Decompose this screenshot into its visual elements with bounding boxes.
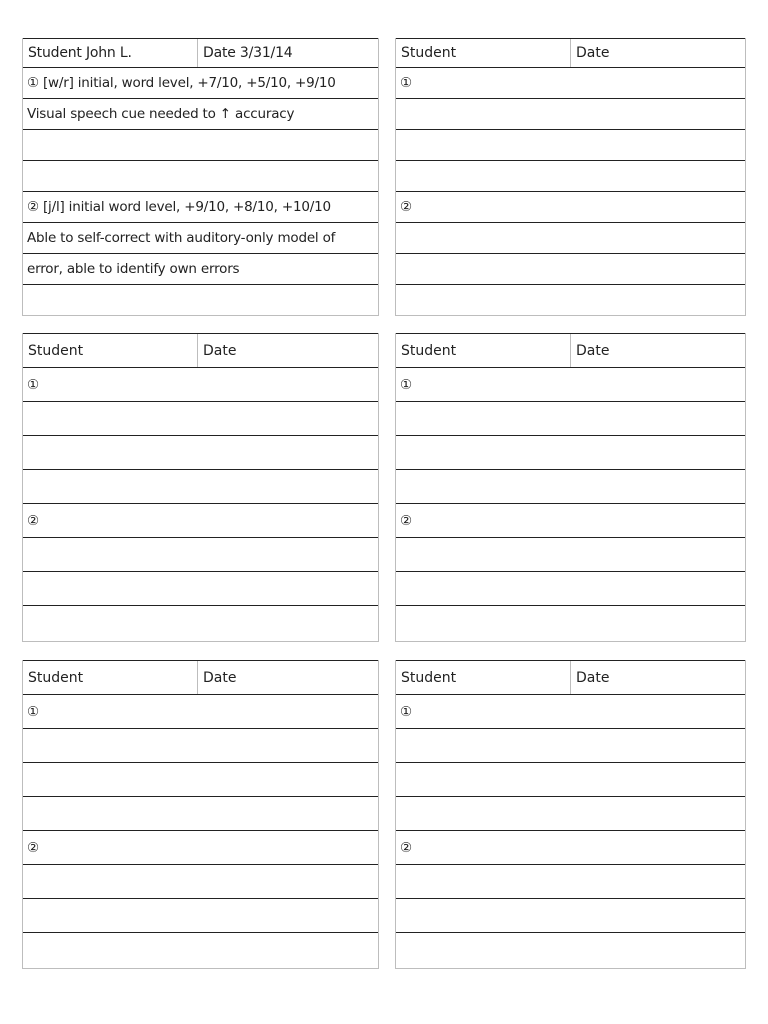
note-line[interactable] <box>396 537 745 571</box>
note-card <box>395 333 746 642</box>
note-line[interactable] <box>23 503 378 537</box>
note-card <box>395 660 746 969</box>
note-card <box>22 660 379 969</box>
note-line[interactable] <box>396 694 745 728</box>
note-line-text <box>399 254 745 284</box>
note-line[interactable] <box>396 469 745 503</box>
card-header <box>396 38 745 68</box>
note-line[interactable] <box>396 253 745 284</box>
note-line-text <box>26 606 378 641</box>
note-line-text: Visual speech cue needed to ↑ accuracy <box>27 106 295 122</box>
note-line[interactable] <box>396 830 745 864</box>
note-line-text <box>26 729 378 762</box>
note-line[interactable] <box>23 253 378 284</box>
date-field[interactable]: Date <box>198 334 378 368</box>
student-field[interactable]: Student <box>396 661 571 695</box>
note-line-text: ② <box>400 512 413 529</box>
note-line-text: ① [w/r] initial, word level, +7/10, +5/10, +9/10 <box>27 75 336 91</box>
note-line[interactable] <box>23 728 378 762</box>
note-line[interactable] <box>396 864 745 898</box>
note-line[interactable] <box>396 222 745 253</box>
note-line[interactable] <box>396 605 745 641</box>
note-line-text <box>399 797 745 830</box>
note-line-text <box>399 99 745 129</box>
note-line[interactable] <box>23 796 378 830</box>
note-line[interactable] <box>396 367 745 401</box>
note-line[interactable] <box>23 160 378 191</box>
note-line[interactable] <box>23 898 378 932</box>
note-line-text <box>399 436 745 469</box>
note-line[interactable] <box>23 129 378 160</box>
note-line-text <box>26 402 378 435</box>
note-line[interactable] <box>23 932 378 968</box>
note-line-text: error, able to identify own errors <box>27 261 240 277</box>
note-line[interactable] <box>23 284 378 315</box>
note-line-text: ① <box>27 376 40 393</box>
note-line-text: ① <box>400 376 413 393</box>
student-field[interactable]: Student <box>23 334 198 368</box>
date-field[interactable]: Date <box>571 661 745 695</box>
note-line[interactable] <box>396 98 745 129</box>
note-line-text: ① <box>400 75 413 91</box>
note-line[interactable] <box>23 191 378 222</box>
note-card <box>395 38 746 316</box>
note-line[interactable] <box>396 160 745 191</box>
note-line[interactable] <box>396 284 745 315</box>
student-field[interactable]: Student John L. <box>23 39 198 68</box>
note-line-text <box>399 161 745 191</box>
student-field[interactable]: Student <box>396 334 571 368</box>
note-line[interactable] <box>396 571 745 605</box>
note-line[interactable] <box>23 762 378 796</box>
card-header <box>23 333 378 368</box>
note-line-text <box>26 933 378 968</box>
note-line[interactable] <box>23 401 378 435</box>
note-line-text <box>399 402 745 435</box>
note-line[interactable] <box>396 129 745 160</box>
note-line-text <box>399 865 745 898</box>
note-line[interactable] <box>396 67 745 98</box>
note-line[interactable] <box>396 728 745 762</box>
note-line-text <box>399 606 745 641</box>
note-line-text <box>26 130 378 160</box>
card-header <box>23 38 378 68</box>
note-card <box>22 333 379 642</box>
note-line-text: ② [j/l] initial word level, +9/10, +8/10, +10/10 <box>27 199 331 215</box>
note-line[interactable] <box>23 830 378 864</box>
note-line[interactable] <box>23 435 378 469</box>
note-line-text <box>26 436 378 469</box>
note-line-text: ② <box>27 839 40 856</box>
card-header <box>396 333 745 368</box>
note-line-text: ② <box>27 512 40 529</box>
note-line[interactable] <box>396 762 745 796</box>
card-header <box>23 660 378 695</box>
note-line-text <box>26 538 378 571</box>
student-field[interactable]: Student <box>23 661 198 695</box>
card-header <box>396 660 745 695</box>
note-line[interactable] <box>23 67 378 98</box>
note-line[interactable] <box>23 98 378 129</box>
note-line[interactable] <box>23 367 378 401</box>
note-line[interactable] <box>396 191 745 222</box>
note-line-text <box>26 797 378 830</box>
note-line[interactable] <box>396 932 745 968</box>
note-line-text <box>399 130 745 160</box>
date-field[interactable]: Date 3/31/14 <box>198 39 378 68</box>
note-line-text <box>399 470 745 503</box>
note-line-text <box>26 865 378 898</box>
note-line-text: Able to self-correct with auditory-only model of <box>27 230 336 246</box>
note-line[interactable] <box>396 796 745 830</box>
note-line[interactable] <box>23 537 378 571</box>
note-line-text <box>399 538 745 571</box>
note-line-text <box>399 285 745 315</box>
student-field[interactable]: Student <box>396 39 571 68</box>
note-line[interactable] <box>396 401 745 435</box>
note-line[interactable] <box>23 571 378 605</box>
note-line-text <box>399 933 745 968</box>
note-line-text <box>26 899 378 932</box>
note-line-text <box>26 161 378 191</box>
date-field[interactable]: Date <box>571 39 745 68</box>
note-line-text <box>26 763 378 796</box>
note-line-text <box>26 285 378 315</box>
note-line[interactable] <box>23 469 378 503</box>
note-line-text <box>399 729 745 762</box>
note-line-text: ① <box>400 703 413 720</box>
note-line[interactable] <box>396 503 745 537</box>
note-line[interactable] <box>396 898 745 932</box>
note-line-text <box>399 899 745 932</box>
note-line-text <box>26 572 378 605</box>
note-line-text <box>399 763 745 796</box>
note-line-text <box>399 223 745 253</box>
note-card <box>22 38 379 316</box>
note-line-text: ② <box>400 199 413 215</box>
note-line-text <box>26 470 378 503</box>
note-line[interactable] <box>396 435 745 469</box>
note-line[interactable] <box>23 605 378 641</box>
note-line[interactable] <box>23 694 378 728</box>
note-line[interactable] <box>23 864 378 898</box>
note-line-text: ① <box>27 703 40 720</box>
note-line-text: ② <box>400 839 413 856</box>
date-field[interactable]: Date <box>198 661 378 695</box>
date-field[interactable]: Date <box>571 334 745 368</box>
note-line[interactable] <box>23 222 378 253</box>
note-line-text <box>399 572 745 605</box>
